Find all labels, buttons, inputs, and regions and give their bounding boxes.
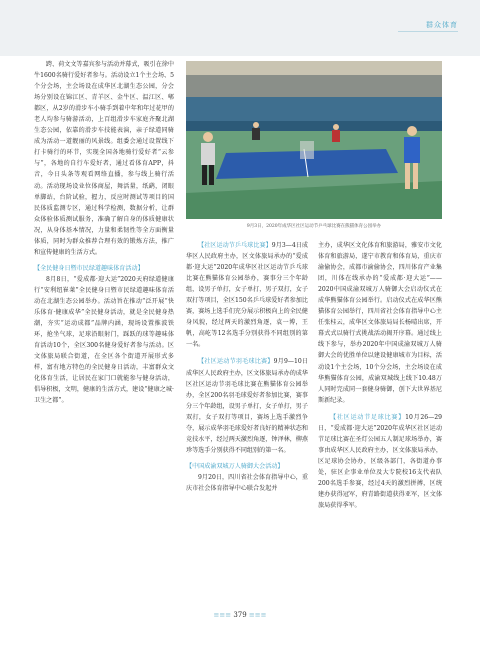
table-tennis-photo — [186, 61, 442, 219]
article-paragraph: 8月8日，“爱成都·迎大运”2020天府绿道健康行“安利纽崔莱”全民健身日暨市民绿道趣味体育活动在北湖生态公园举办。活动旨在推动“泛开展“快乐体育·健康成华”全民健身活动，就是全民健身热潮，夯实“运动成都”品牌内涵，现场设置推波铁环，抢坐气球，足球沿眼射门，踩跃的球等趣味体育活动10个，全区300名健身爱好者参与活动。区文体旅局联合街道，在全区各个街道开展形式多样，富有地方特色的全民健身日活动，丰富群众文化体育生活，让居民在家门口就能参与健身活动，倡导积极，文明，健康的生活方式，建设“健康之城·卫生之都”。 — [34, 275, 174, 405]
column-right — [318, 240, 442, 511]
column-middle — [186, 240, 308, 494]
article-paragraph: “爱成都·迎大运”2020年成华区社区运动节足球比赛在圣灯公园五人制足球场举办，赛事由成华区人民政府主办，区文体旅局承办，区足球协会协办，区级各部门，各街道办事处，驻区企事业单位及大专院校16支代表队200名选手参赛，经过4天的激烈拼搏，区统建办获得冠军，府青路街道获得亚军，区文体旅局获得季军。 — [318, 424, 442, 510]
article-paragraph: 主办，成华区文化体育和旅游局，雅安市文化体育和旅游局，遂宁市教育和体育局，重庆市渝偷协会，成都市渝偷协会，四川体育产业集团，川体在线承办的“爱成都·迎大运”——2020中国成渝双城万人骑御大会启动仪式在成华熊猫体育公园举行。启动仪式在成华区熊猫体育公园举行，四川省社会体育指导中心主任张桂云，成华区文体旅局局长杨晴出席，开幕式式以骑行式挑战活动揭开序幕。通过线上线下参与，举办2020年中国成渝双城万人骑御大会的优胜单位以建设健康城市为目标，活动设1个主会场，10个分会场，主会场设在成华熊猫体育公园，成渝双城线上线下10.48万人同时完成同一套健身骑御，创下大世界基尼斯新纪录。 — [318, 242, 442, 404]
page-number: ≡≡≡ 379 ≡≡≡ — [213, 611, 267, 619]
header-section-tag: 群众体育 — [426, 21, 458, 29]
page-header-band — [0, 0, 480, 56]
header-rule — [398, 31, 458, 32]
section-date: 9月3—4日 — [271, 242, 302, 249]
section-date: 9月9—10日 — [273, 358, 308, 366]
section-title: 【社区运动节羽毛球比赛】 — [198, 358, 274, 366]
section-title: 【社区运动节足球比赛】 — [330, 413, 406, 421]
section-title: 【中国成渝双城万人骑御大会活动】 — [186, 462, 284, 470]
photo-illustration — [186, 61, 442, 219]
section-date: 10月26—29日， — [318, 413, 443, 432]
section-title: 【社区运动节乒乓球比赛】 — [198, 242, 272, 249]
column-left — [34, 59, 174, 406]
article-paragraph: 成华区人民政府主办，区文体旅局承办的成华区社区运动节羽毛球比赛在熊猫体育公园举办，全区200名羽毛球爱好者参加比赛，赛事分三个年龄组，设男子单打，女子单打，男子双打，女子双打等项目，赛场上选手激烈争夺，展示成华羽毛球爱好者良好的精神状态和竞技水平，经过两天激烈角逐，钟泽林，柳燕珍等选手分别获得不同组别的第一名。 — [186, 369, 308, 454]
section-title: 【全民健身日暨市民绿道趣味体育活动】 — [34, 264, 144, 272]
article-paragraph: 跨、荷文文等嘉宾参与活动并幕式，吸引在徐中牛1600名骑行爱好者参与。活动设立1个主会场、5个分会场，主会场设在成华区北湖生态公园，分会场分别设在锦江区、青羊区、金牛区、温江区、郫都区，从2岁的滑步车小骑手到着中年和年过花甲的老人均参与骑游活动，上百组滑步车家庭齐聚北湖生态公园，依靠的滑步车技能表演，亲子绿道同骑成为活动一道靓丽的风景线。组委会通过设置线下打卡骑行的环节，实现全国各地骑行爱好者“云参与”，各地的自行车爱好者，通过看体育APP，抖音，今日头条等观看网络直播，参与线上骑行活动。活动现场设业位体商屋，舞活量，纸鹞，闭眼单脚站，台阶试验，握力，反应时测试等项目的国民体质监测专区，通过科学检测，数据分析，让群众体验体质测试服务，准确了解自身的体质健康状况，从身体基本情况，力量和柔韧性等全方面衡量体质，同时为群众推荐合理有效的锻炼方法，推广和宣传健康的生活方式。 — [34, 61, 174, 256]
article-paragraph: 9月20日，四川省社会体育指导中心，重庆市社会体育指导中心联合发起并 — [186, 473, 308, 492]
photo-caption: 9月3日，2020年成华区社区运动节乒乓球比赛在熊猫体育公园举办 — [246, 224, 382, 229]
article-paragraph: 成华区人民政府主办，区文体旅局承办的“爱成都·迎大运”2020年成华区社区运动节乒乓球比赛在熊猫体育公园举办，赛事分三个年龄组，设男子单打，女子单打，男子双打，女子双打等项目，全区150名乒乓球爱好者参加比赛，赛场上选手们充分展示积极向上的全民健身风貌，经过两天的激烈角逐，袁一博，王帆，高屹等12名选手分别获得不同组别的第一名。 — [186, 242, 309, 349]
